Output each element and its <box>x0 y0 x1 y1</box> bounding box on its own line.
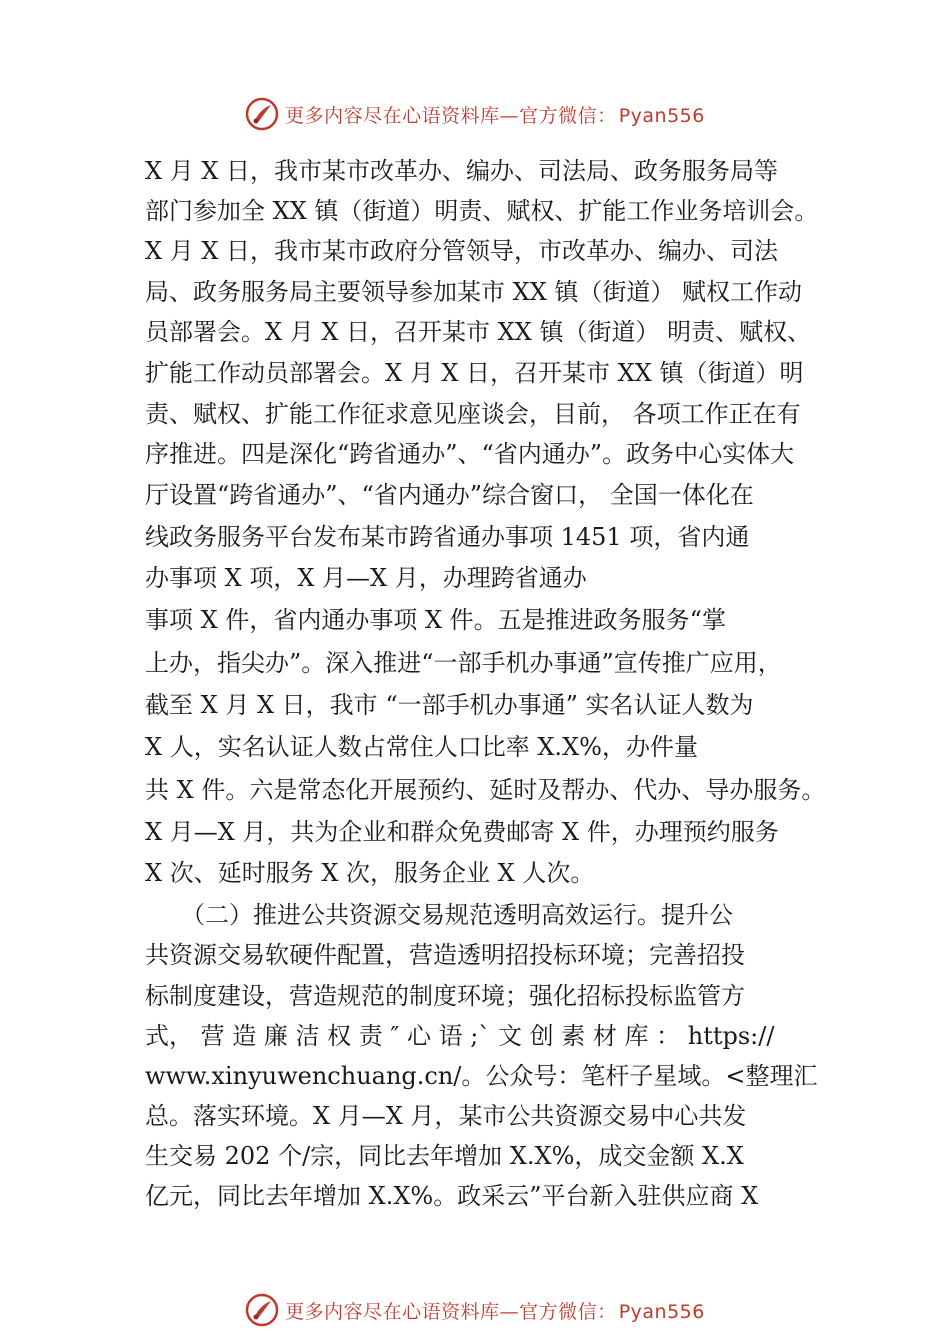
body-line: 序推进。四是深化“跨省通办”、“省内通办”。政务中心实体大 <box>145 440 795 468</box>
brush-logo-icon <box>245 1293 279 1327</box>
body-line: X 月 X 日，我市某市改革办、编办、司法局、政务服务局等 <box>145 157 779 185</box>
header-banner-wechat-id: Pyan556 <box>618 104 705 127</box>
body-line: 事项 X 件，省内通办事项 X 件。五是推进政务服务“掌 <box>145 606 726 634</box>
header-banner-title: 更多内容尽在心语资料库 <box>285 104 500 127</box>
body-line: 生交易 202 个/宗，同比去年增加 X.X%，成交金额 X.X <box>145 1142 744 1170</box>
footer-watermark-text <box>285 1297 705 1324</box>
body-line: 扩能工作动员部署会。X 月 X 日，召开某市 XX 镇（街道）明 <box>145 359 804 387</box>
body-line: 厅设置“跨省通办”、“省内通办”综合窗口， 全国一体化在 <box>145 481 754 509</box>
header-watermark-text <box>285 101 705 128</box>
body-line: X 月—X 月，共为企业和群众免费邮寄 X 件，办理预约服务 <box>145 818 779 846</box>
body-line: 上办，指尖办”。深入推进“一部手机办事通”宣传推广应用， <box>145 649 782 677</box>
footer-banner-wechat-id: Pyan556 <box>618 1300 705 1323</box>
body-line: X 人，实名认证人数占常住人口比率 X.X%，办件量 <box>145 733 698 761</box>
brush-logo-icon <box>245 97 279 131</box>
footer-banner-title: 更多内容尽在心语资料库 <box>285 1300 500 1323</box>
body-line: www.xinyuwenchuang.cn/。公众号：笔杆子星域。<整理汇 <box>145 1062 818 1090</box>
header-watermark-banner <box>0 94 950 134</box>
body-line: 员部署会。X 月 X 日，召开某市 XX 镇（街道） 明责、赋权、 <box>145 318 812 346</box>
body-line: 共 X 件。六是常态化开展预约、延时及帮办、代办、导办服务。 <box>145 776 826 804</box>
body-line: X 次、延时服务 X 次，服务企业 X 人次。 <box>145 859 595 887</box>
body-line: 部门参加全 XX 镇（街道）明责、赋权、扩能工作业务培训会。 <box>145 197 819 225</box>
body-line: 亿元，同比去年增加 X.X%。政采云”平台新入驻供应商 X <box>145 1182 759 1210</box>
header-banner-separator: —官方微信： <box>499 104 617 127</box>
section-heading-line: （二）推进公共资源交易规范透明高效运行。提升公 <box>145 901 733 929</box>
body-line: 办事项 X 项，X 月—X 月，办理跨省通办 <box>145 564 587 592</box>
body-line: 截至 X 月 X 日，我市 “一部手机办事通” 实名认证人数为 <box>145 691 754 719</box>
body-line: 共资源交易软硬件配置，营造透明招投标环境；完善招投 <box>145 941 745 969</box>
body-line: 责、赋权、扩能工作征求意见座谈会，目前， 各项工作正在有 <box>145 400 801 428</box>
body-line: 局、政务服务局主要领导参加某市 XX 镇（街道） 赋权工作动 <box>145 278 803 306</box>
footer-watermark-banner <box>0 1290 950 1330</box>
body-line: 标制度建设，营造规范的制度环境；强化招标投标监管方 <box>145 982 745 1010</box>
body-line: X 月 X 日，我市某市政府分管领导，市改革办、编办、司法 <box>145 237 779 265</box>
body-line: 总。落实环境。X 月—X 月，某市公共资源交易中心共发 <box>145 1102 747 1130</box>
footer-banner-separator: —官方微信： <box>499 1300 617 1323</box>
body-line: 线政务服务平台发布某市跨省通办事项 1451 项，省内通 <box>145 523 750 551</box>
body-line: 式， 营 造 廉 洁 权 责 ″ 心 语 ;` 文 创 素 材 库 ： https:// <box>145 1022 775 1050</box>
